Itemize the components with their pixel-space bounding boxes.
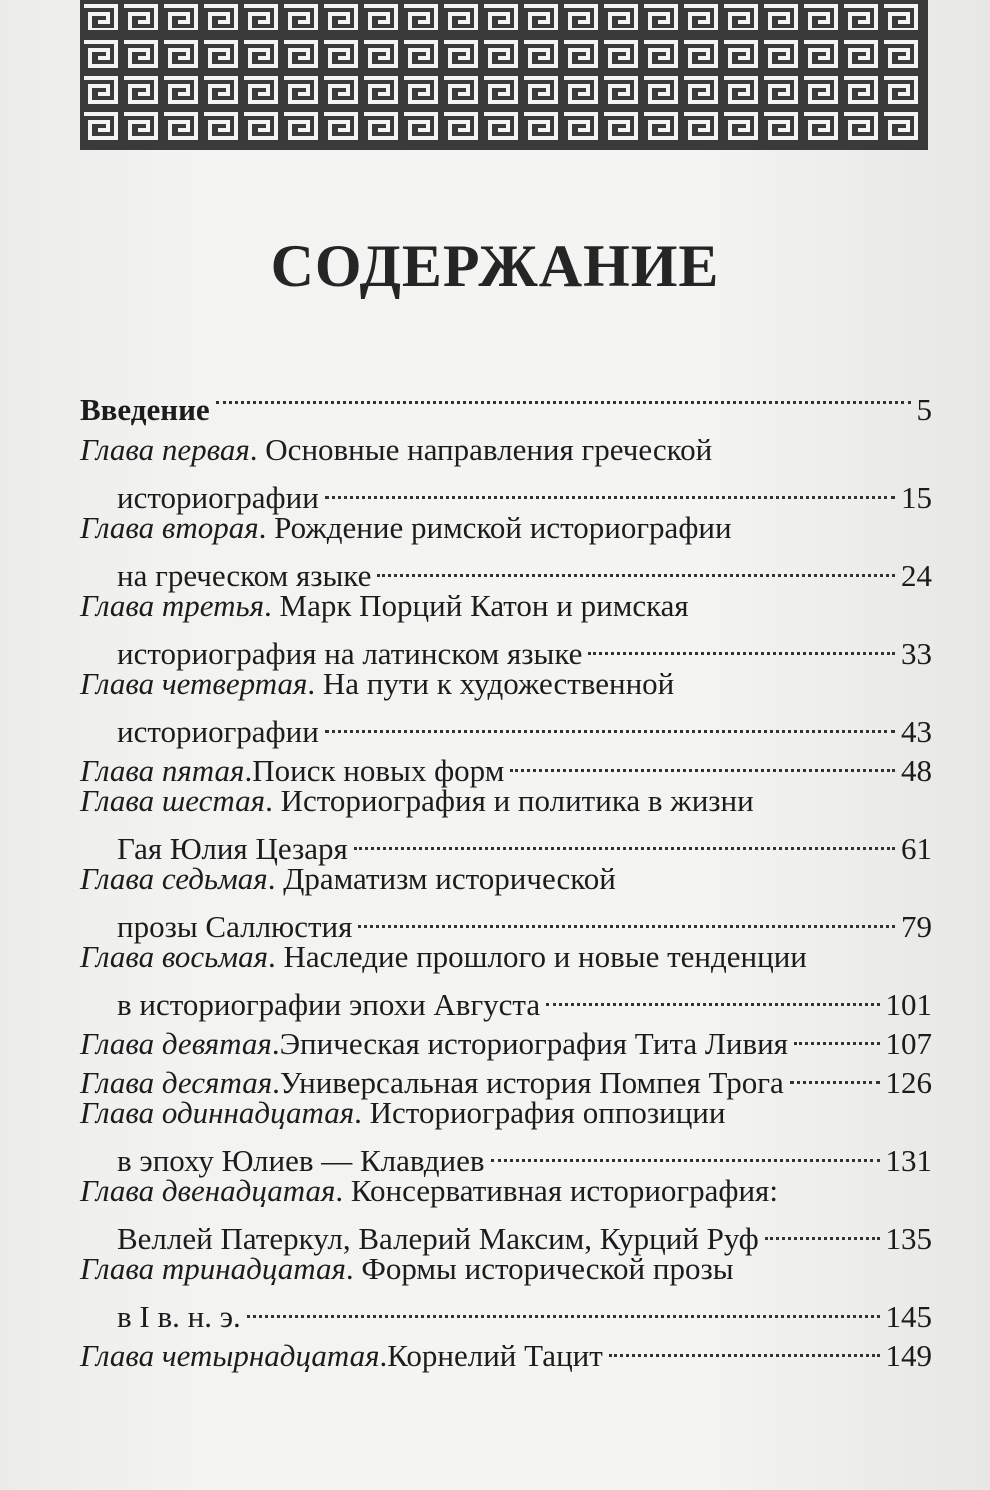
chapter-label: Глава шестая <box>80 783 266 818</box>
chapter-title: Историография оппозиции <box>369 1095 726 1130</box>
chapter-label: Глава восьмая <box>80 939 268 974</box>
page-number: 135 <box>885 1221 932 1256</box>
chapter-title: Рождение римской историографии <box>274 510 732 545</box>
chapter-label: Глава вторая <box>80 510 259 545</box>
chapter-title: Корнелий Тацит <box>387 1338 603 1373</box>
leader-dots <box>325 703 895 742</box>
page-number: 15 <box>901 480 932 515</box>
leader-dots <box>354 820 895 859</box>
chapter-title-continued: прозы Саллюстия <box>117 909 353 944</box>
leader-dots <box>609 1327 880 1366</box>
toc-entries <box>80 430 932 1373</box>
chapter-title: Историография и политика в жизни <box>280 783 754 818</box>
toc-entry[interactable]: Глава третья. Марк Порций Катон и римская историография на латинском языке 33 <box>80 588 932 671</box>
leader-dots <box>325 469 895 508</box>
page-number: 107 <box>885 1026 932 1061</box>
chapter-label: Глава четвертая <box>80 666 308 701</box>
page-number: 5 <box>916 392 932 427</box>
toc-entry[interactable]: Глава четырнадцатая . Корнелий Тацит 149 <box>80 1327 932 1366</box>
chapter-title-continued: Веллей Патеркул, Валерий Максим, Курций Руф <box>117 1221 759 1256</box>
page-number: 149 <box>885 1338 932 1373</box>
leader-dots <box>358 898 895 937</box>
toc-entry[interactable]: Глава пятая . Поиск новых форм 48 <box>80 742 932 781</box>
chapter-title: Основные направления греческой <box>265 432 713 467</box>
chapter-label: Глава десятая <box>80 1065 273 1100</box>
chapter-title: Эпическая историография Тита Ливия <box>279 1026 788 1061</box>
toc-entry[interactable]: Глава двенадцатая. Консервативная историография: Веллей Патеркул, Валерий Максим, Курций Руф 135 <box>80 1173 932 1256</box>
page-number: 101 <box>885 987 932 1022</box>
chapter-title: Универсальная история Помпея Трога <box>279 1065 784 1100</box>
chapter-title-continued: историографии <box>117 714 319 749</box>
chapter-label: Глава четырнадцатая <box>80 1338 380 1373</box>
chapter-title-continued: Гая Юлия Цезаря <box>117 831 348 866</box>
leader-dots <box>510 742 895 781</box>
toc-entry[interactable]: Глава восьмая. Наследие прошлого и новые тенденции в историографии эпохи Августа 101 <box>80 939 932 1022</box>
greek-key-ornament <box>80 0 928 150</box>
leader-dots <box>790 1054 880 1093</box>
chapter-title: На пути к художественной <box>322 666 675 701</box>
page-number: 79 <box>901 909 932 944</box>
page-number: 24 <box>901 558 932 593</box>
toc-intro[interactable] <box>80 362 932 427</box>
page-number: 126 <box>885 1065 932 1100</box>
chapter-title-continued: на греческом языке <box>117 558 372 593</box>
toc-entry[interactable]: Глава первая. Основные направления греческой историографии 15 <box>80 432 932 515</box>
leader-dots <box>546 976 879 1015</box>
chapter-title-continued: в историографии эпохи Августа <box>117 987 541 1022</box>
page-number: 43 <box>901 714 932 749</box>
chapter-title-continued: историография на латинском языке <box>117 636 583 671</box>
chapter-label: Глава третья <box>80 588 265 623</box>
intro-label: Введение <box>80 392 210 427</box>
leader-dots <box>588 625 895 664</box>
chapter-title: Драматизм исторической <box>283 861 616 896</box>
chapter-label: Глава одиннадцатая <box>80 1095 355 1130</box>
chapter-label: Глава первая <box>80 432 250 467</box>
chapter-label: Глава седьмая <box>80 861 268 896</box>
leader-dots <box>216 362 911 420</box>
chapter-label: Глава тринадцатая <box>80 1251 346 1286</box>
leader-dots <box>247 1288 880 1327</box>
toc-entry[interactable]: Глава шестая. Историография и политика в жизни Гая Юлия Цезаря 61 <box>80 783 932 866</box>
chapter-title: Наследие прошлого и новые тенденции <box>283 939 807 974</box>
page-number: 33 <box>901 636 932 671</box>
chapter-title: Поиск новых форм <box>252 753 505 788</box>
chapter-title-continued: в эпоху Юлиев — Клавдиев <box>117 1143 485 1178</box>
page-title: СОДЕРЖАНИЕ <box>270 233 720 299</box>
page-number: 61 <box>901 831 932 866</box>
chapter-title: Консервативная историография: <box>350 1173 778 1208</box>
chapter-label: Глава девятая <box>80 1026 272 1061</box>
toc-entry[interactable]: Глава четвертая. На пути к художественной историографии 43 <box>80 666 932 749</box>
toc-entry[interactable]: Глава вторая. Рождение римской историографии на греческом языке 24 <box>80 510 932 593</box>
chapter-title: Формы исторической прозы <box>361 1251 734 1286</box>
chapter-label: Глава двенадцатая <box>80 1173 336 1208</box>
chapter-label: Глава пятая <box>80 753 245 788</box>
page-number: 131 <box>885 1143 932 1178</box>
leader-dots <box>765 1210 880 1249</box>
chapter-title: Марк Порций Катон и римская <box>279 588 689 623</box>
chapter-title-continued: историографии <box>117 480 319 515</box>
table-of-contents <box>80 362 932 1373</box>
leader-dots <box>794 1015 880 1054</box>
leader-dots <box>377 547 895 586</box>
page-number: 145 <box>885 1299 932 1334</box>
chapter-title-continued: в I в. н. э. <box>117 1299 241 1334</box>
toc-entry[interactable]: Глава тринадцатая. Формы исторической прозы в I в. н. э. 145 <box>80 1251 932 1334</box>
toc-entry[interactable]: Глава седьмая. Драматизм исторической прозы Саллюстия 79 <box>80 861 932 944</box>
meander-pattern-icon <box>80 0 928 150</box>
leader-dots <box>491 1132 880 1171</box>
page-number: 48 <box>901 753 932 788</box>
toc-entry[interactable]: Глава одиннадцатая. Историография оппозиции в эпоху Юлиев — Клавдиев 131 <box>80 1095 932 1178</box>
toc-entry[interactable]: Глава десятая . Универсальная история Помпея Трога 126 <box>80 1054 932 1093</box>
toc-entry[interactable]: Глава девятая . Эпическая историография Тита Ливия 107 <box>80 1015 932 1054</box>
